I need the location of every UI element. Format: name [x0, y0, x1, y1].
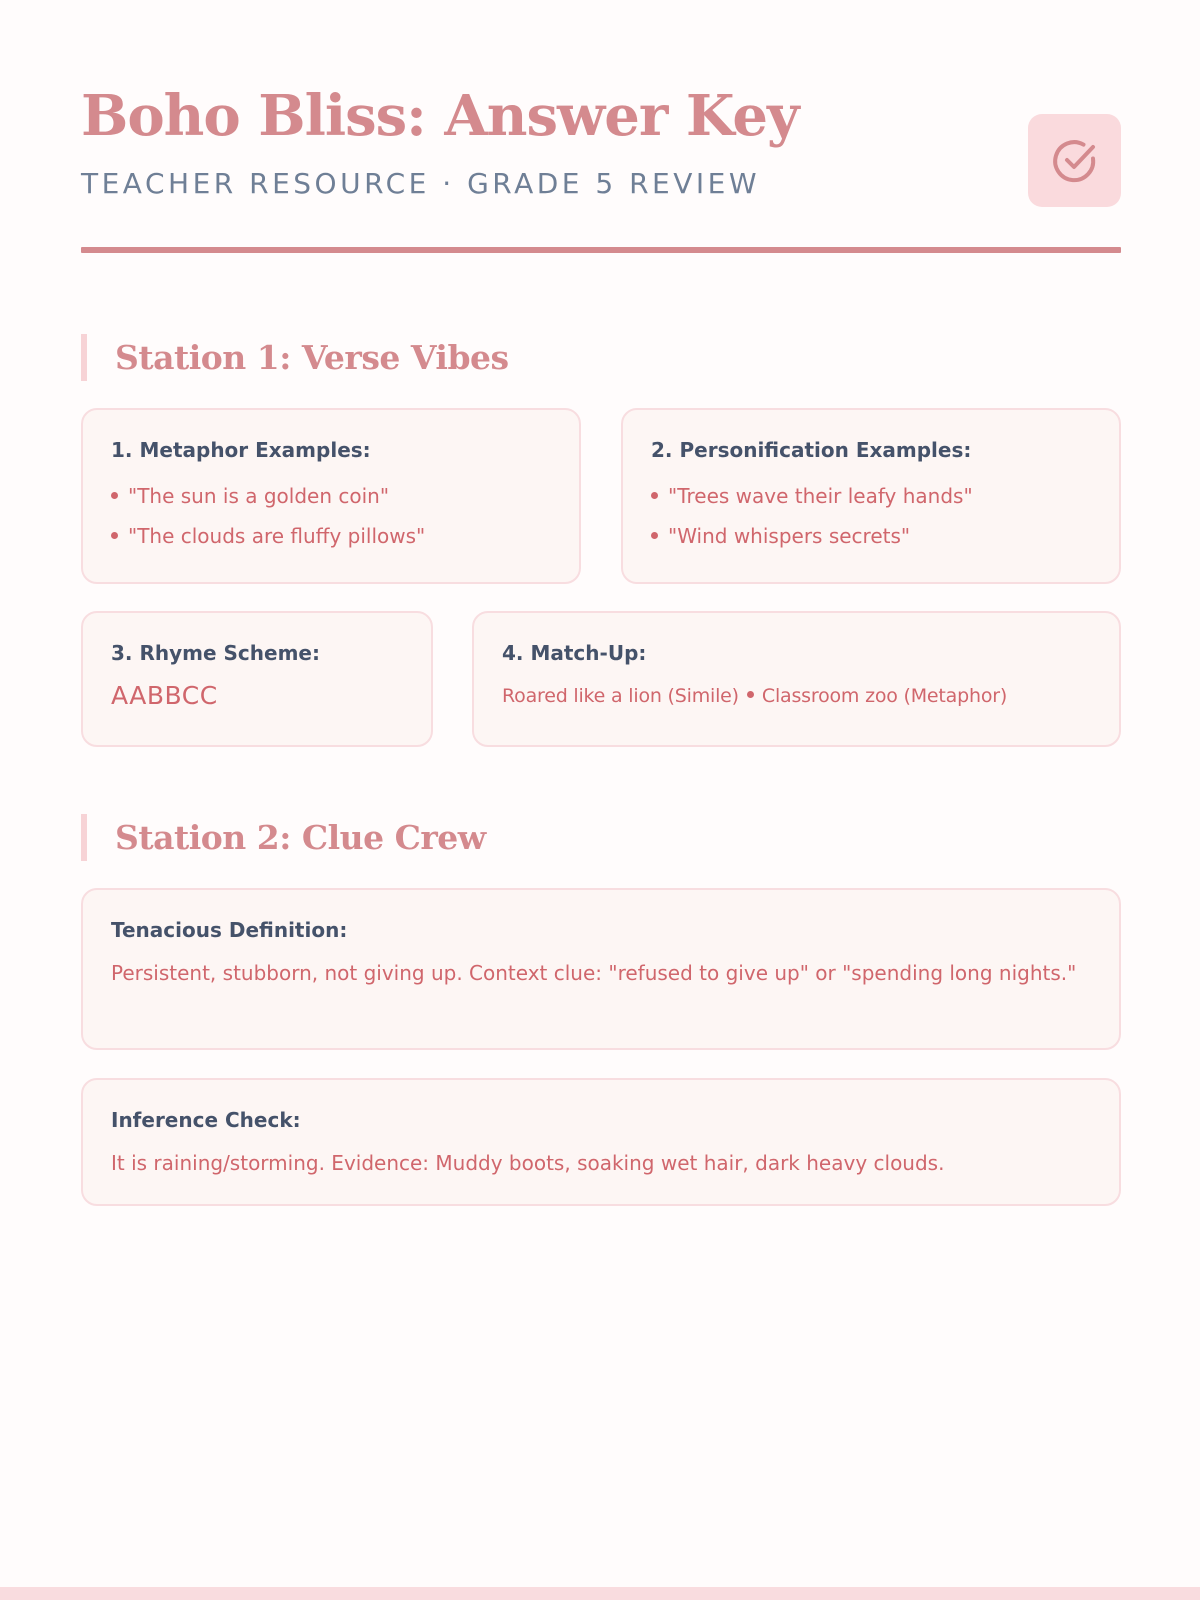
tenacious-card	[81, 888, 1121, 1050]
footer-band	[0, 1587, 1200, 1600]
list-item: "The sun is a golden coin"	[111, 476, 551, 516]
personification-title: 2. Personification Examples:	[651, 438, 972, 462]
check-badge	[1028, 114, 1121, 207]
tenacious-answer: Persistent, stubborn, not giving up. Context clue: "refused to give up" or "spending long nights."	[111, 961, 1077, 985]
inference-answer: It is raining/storming. Evidence: Muddy boots, soaking wet hair, dark heavy clouds.	[111, 1151, 945, 1175]
list-item: "Wind whispers secrets"	[651, 516, 1091, 556]
bullet-icon	[111, 492, 118, 499]
metaphor-list	[111, 476, 551, 556]
match-up-title: 4. Match-Up:	[502, 641, 647, 665]
page-subtitle: TEACHER RESOURCE · GRADE 5 REVIEW	[81, 167, 761, 200]
list-item: "The clouds are fluffy pillows"	[111, 516, 551, 556]
personification-list	[651, 476, 1091, 556]
rhyme-scheme-title: 3. Rhyme Scheme:	[111, 641, 320, 665]
metaphor-title: 1. Metaphor Examples:	[111, 438, 371, 462]
page-title: Boho Bliss: Answer Key	[81, 83, 799, 149]
match-up-answer	[502, 679, 1091, 713]
tenacious-title: Tenacious Definition:	[111, 918, 348, 942]
bullet-icon	[651, 492, 658, 499]
header-divider	[81, 247, 1121, 253]
bullet-icon	[747, 691, 754, 698]
bullet-icon	[651, 532, 658, 539]
page-header	[81, 0, 1121, 254]
personification-card	[621, 408, 1121, 584]
bullet-icon	[111, 532, 118, 539]
answer-key-page	[81, 0, 1121, 1175]
inference-title: Inference Check:	[111, 1108, 301, 1132]
rhyme-scheme-answer: AABBCC	[111, 681, 218, 710]
rhyme-scheme-card	[81, 611, 433, 747]
check-circle-icon	[1050, 136, 1100, 186]
inference-card	[81, 1078, 1121, 1206]
match-up-metaphor: Classroom zoo (Metaphor)	[761, 685, 1008, 707]
station-2-heading: Station 2: Clue Crew	[81, 814, 486, 861]
station-1-heading: Station 1: Verse Vibes	[81, 334, 509, 381]
metaphor-card	[81, 408, 581, 584]
list-item: "Trees wave their leafy hands"	[651, 476, 1091, 516]
match-up-simile: Roared like a lion (Simile)	[502, 685, 739, 707]
match-up-card	[472, 611, 1121, 747]
